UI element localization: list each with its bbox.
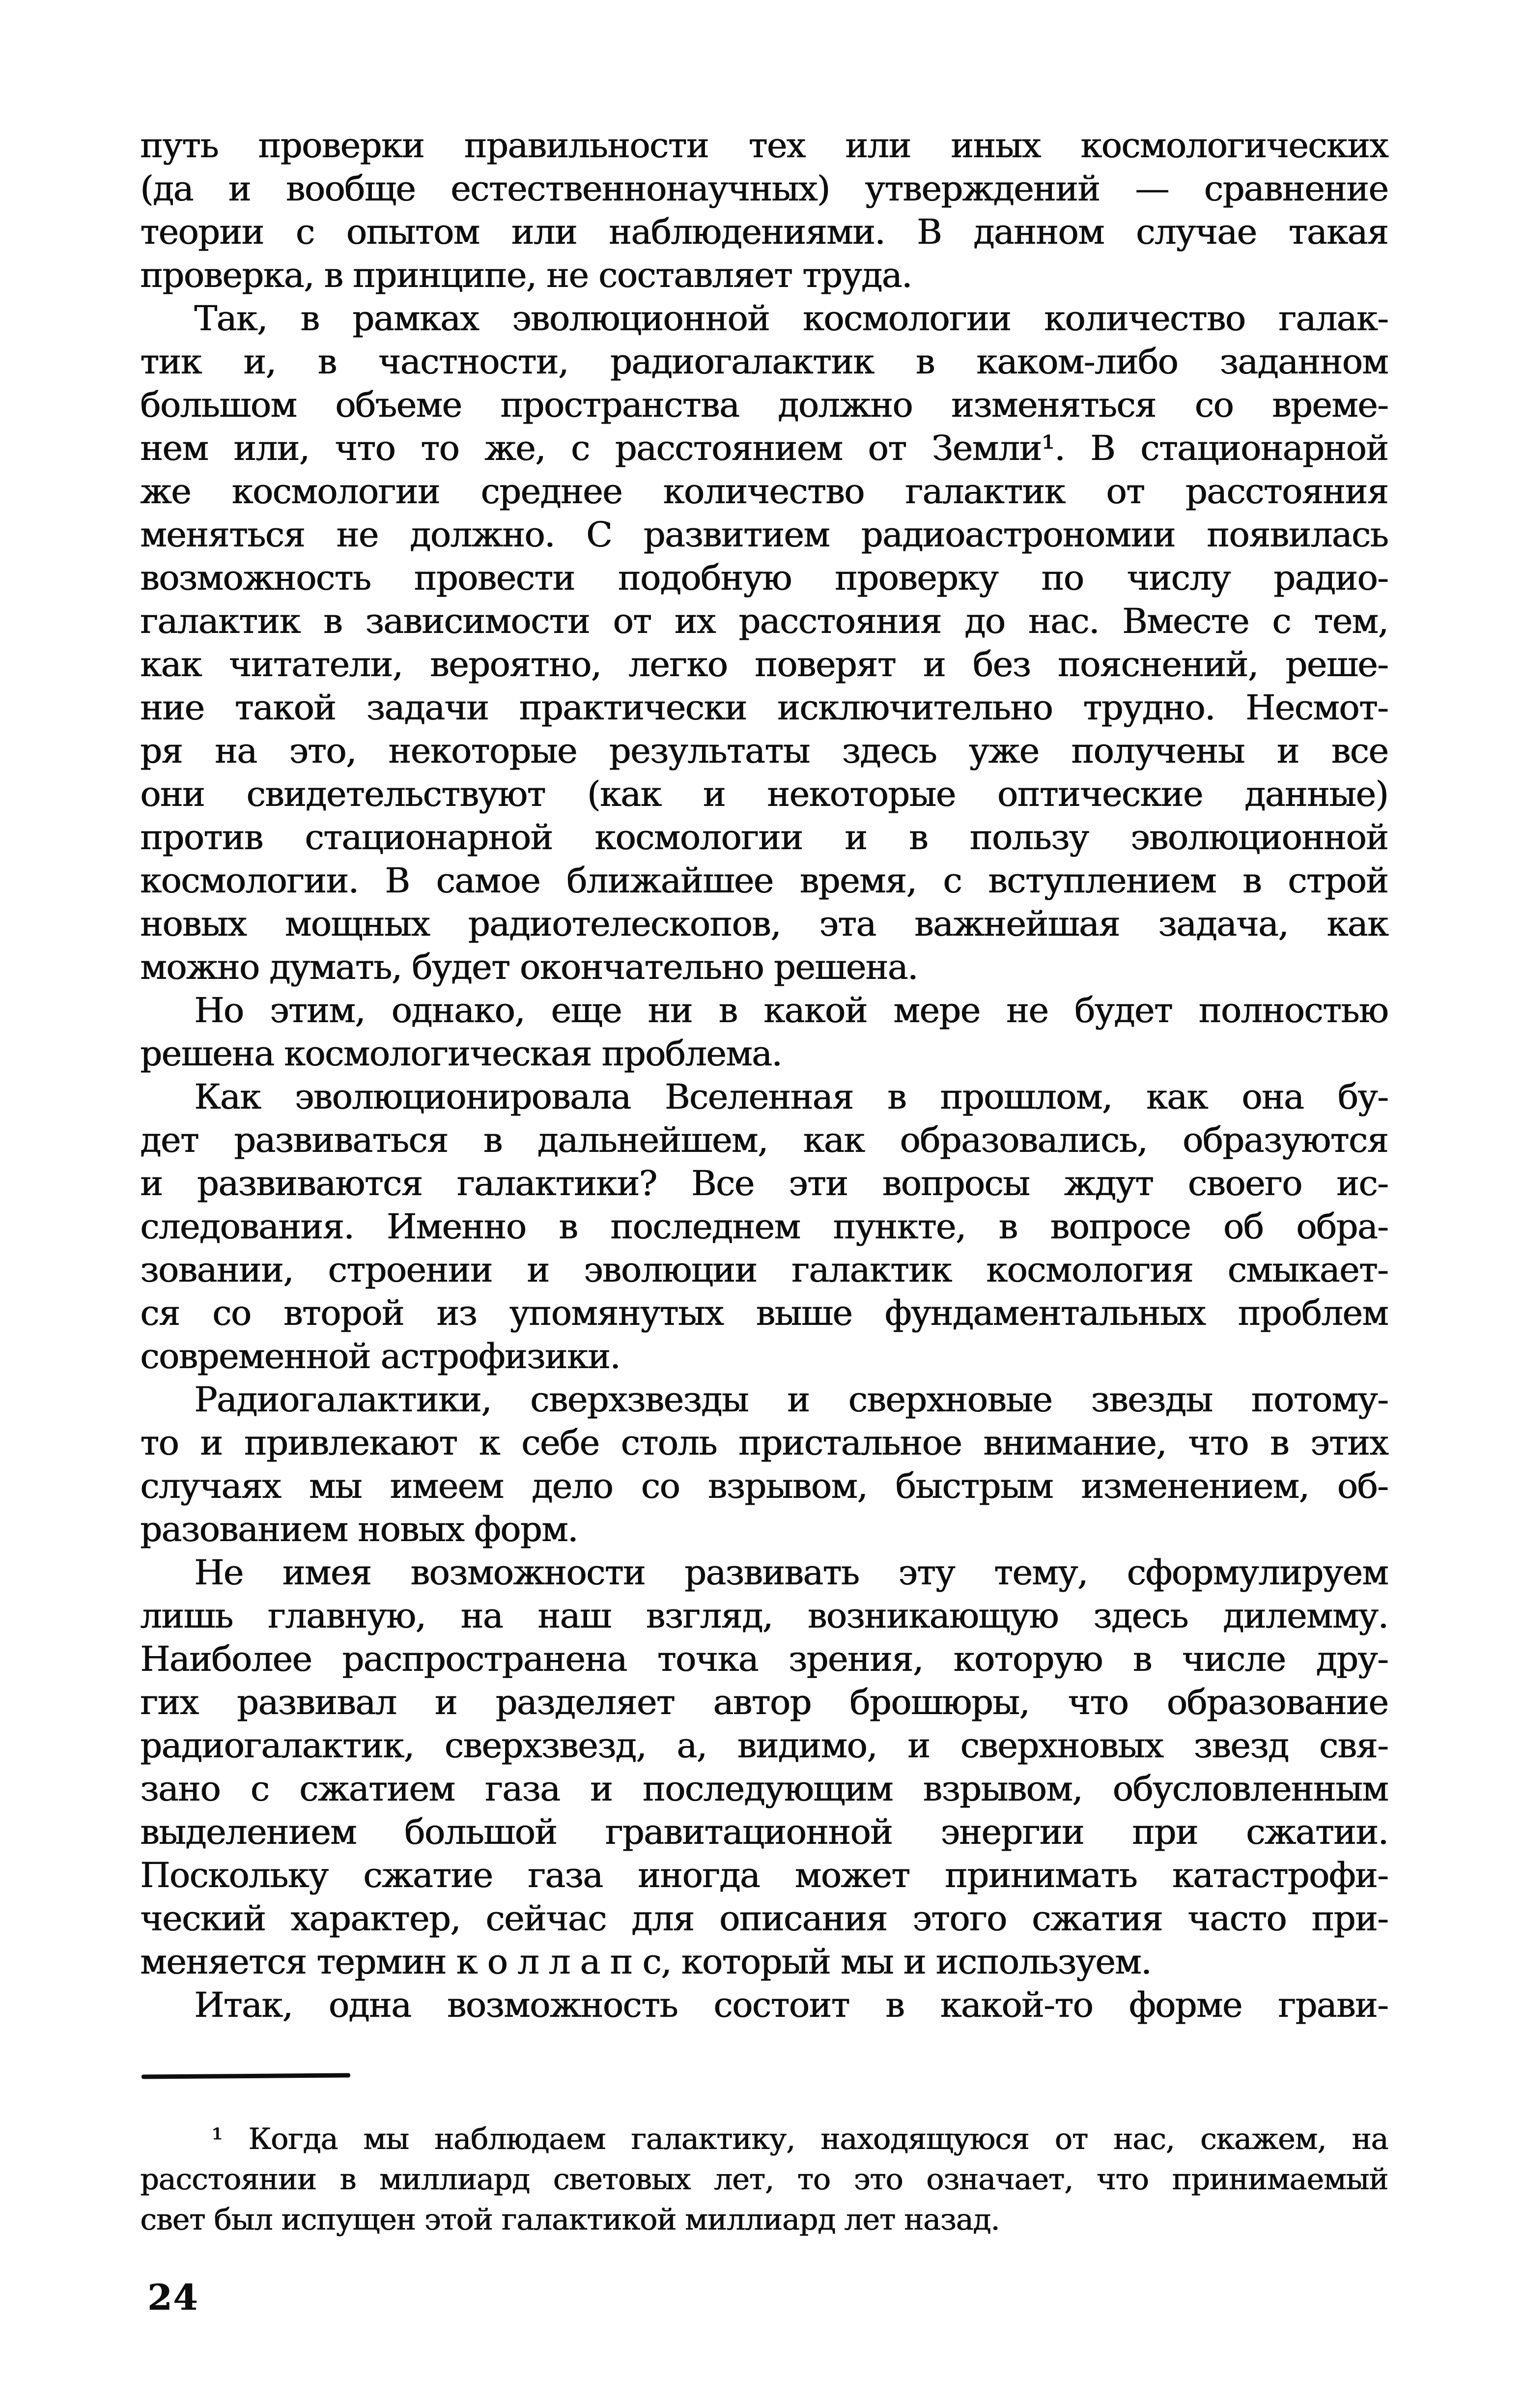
- footnote-line: расстоянии в миллиард световых лет, то это означает, что принимаемый: [140, 2162, 1388, 2197]
- footnote-block: [140, 2119, 1388, 2240]
- text-line: (да и вообще естественнонаучных) утверждений — сравнение: [140, 169, 1388, 209]
- text-line: разованием новых форм.: [140, 1509, 578, 1549]
- text-line: радиогалактик, сверхзвезд, а, видимо, и сверхновых звезд свя-: [140, 1725, 1388, 1766]
- text-line: ся со второй из упомянутых выше фундаментальных проблем: [140, 1293, 1388, 1333]
- text-line: Поскольку сжатие газа иногда может принимать катастрофи-: [140, 1855, 1388, 1895]
- text-line: Как эволюционировала Вселенная в прошлом, как она бу-: [194, 1077, 1388, 1117]
- text-line: новых мощных радиотелескопов, эта важнейшая задача, как: [140, 904, 1388, 944]
- text-line: космологии. В самое ближайшее время, с вступлением в строй: [140, 860, 1388, 901]
- text-line: они свидетельствуют (как и некоторые оптические данные): [140, 774, 1388, 814]
- text-line: дет развиваться в дальнейшем, как образовались, образуются: [140, 1120, 1388, 1160]
- text-line: решена космологическая проблема.: [140, 1033, 782, 1074]
- text-line: следования. Именно в последнем пункте, в вопросе об обра-: [140, 1206, 1388, 1247]
- text-line: меняется термин к о л л а п с, который мы и используем.: [140, 1942, 1151, 1982]
- text-line: современной астрофизики.: [140, 1336, 620, 1376]
- text-line: ние такой задачи практически исключительно трудно. Несмот-: [140, 688, 1388, 728]
- page-number: 24: [147, 2276, 199, 2318]
- text-line: Не имея возможности развивать эту тему, сформулируем: [194, 1552, 1388, 1593]
- text-line: против стационарной космологии и в пользу эволюционной: [140, 817, 1388, 858]
- text-line: Так, в рамках эволюционной космологии количество галак-: [194, 298, 1388, 339]
- text-line: возможность провести подобную проверку по числу радио-: [140, 558, 1388, 598]
- text-line: теории с опытом или наблюдениями. В данном случае такая: [140, 212, 1388, 252]
- text-line: то и привлекают к себе столь пристальное внимание, что в этих: [140, 1423, 1388, 1463]
- text-line: можно думать, будет окончательно решена.: [140, 947, 918, 987]
- text-line: зовании, строении и эволюции галактик космология смыкает-: [140, 1250, 1388, 1290]
- text-line: как читатели, вероятно, легко поверят и без пояснений, реше-: [140, 644, 1388, 685]
- text-line: Радиогалактики, сверхзвезды и сверхновые звезды потому-: [194, 1379, 1388, 1420]
- footnote-line: свет был испущен этой галактикой миллиард лет назад.: [140, 2203, 1000, 2237]
- text-line: путь проверки правильности тех или иных космологических: [140, 125, 1388, 166]
- text-line: выделением большой гравитационной энергии при сжатии.: [140, 1812, 1388, 1852]
- text-line: гих развивал и разделяет автор брошюры, что образование: [140, 1682, 1388, 1722]
- text-line: Наиболее распространена точка зрения, которую в числе дру-: [140, 1639, 1388, 1679]
- text-line: большом объеме пространства должно изменяться со време-: [140, 385, 1388, 425]
- text-line: нем или, что то же, с расстоянием от Земли¹. В стационарной: [140, 428, 1388, 468]
- text-line: проверка, в принципе, не составляет труда.: [140, 255, 912, 295]
- text-line: зано с сжатием газа и последующим взрывом, обусловленным: [140, 1769, 1388, 1809]
- text-line: Итак, одна возможность состоит в какой-то форме грави-: [194, 1985, 1388, 2025]
- text-line: ческий характер, сейчас для описания этого сжатия часто при-: [140, 1898, 1388, 1939]
- text-line: и развиваются галактики? Все эти вопросы ждут своего ис-: [140, 1163, 1388, 1204]
- text-line: ря на это, некоторые результаты здесь уже получены и все: [140, 731, 1388, 771]
- text-line: лишь главную, на наш взгляд, возникающую здесь дилемму.: [140, 1596, 1388, 1636]
- footnote-line: ¹ Когда мы наблюдаем галактику, находящуюся от нас, скажем, на: [211, 2122, 1388, 2156]
- main-text-block: [140, 124, 1388, 2027]
- text-line: же космологии среднее количество галактик от расстояния: [140, 471, 1388, 512]
- footnote-rule: [141, 2073, 350, 2079]
- text-line: галактик в зависимости от их расстояния до нас. Вместе с тем,: [140, 601, 1388, 641]
- text-line: тик и, в частности, радиогалактик в каком-либо заданном: [140, 342, 1388, 382]
- text-line: меняться не должно. С развитием радиоастрономии появилась: [140, 515, 1388, 555]
- text-line: Но этим, однако, еще ни в какой мере не будет полностью: [194, 990, 1388, 1031]
- text-line: случаях мы имеем дело со взрывом, быстрым изменением, об-: [140, 1466, 1388, 1506]
